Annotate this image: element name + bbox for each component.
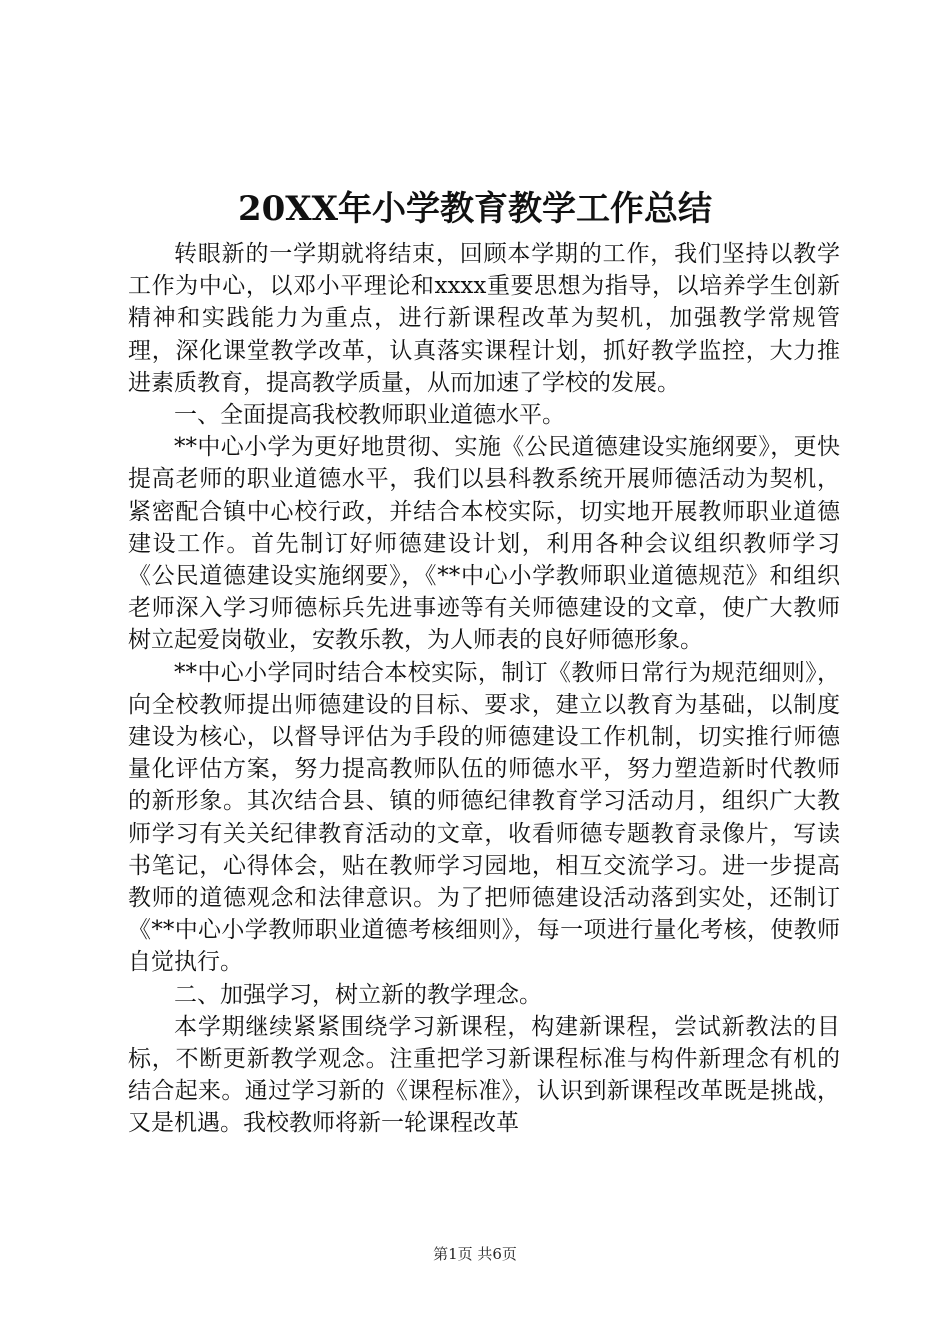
paragraph-section1-b: **中心小学同时结合本校实际，制订《教师日常行为规范细则》，向全校教师提出师德建设的目标、要求，建立以教育为基础，以制度建设为核心，以督导评估为手段的师德建设工作机制，切实推行师德量化评估方案，努力提高教师队伍的师德水平，努力塑造新时代教师的新形象。其次结合县、镇的师德纪律教育学习活动月，组织广大教师学习有关关纪律教育活动的文章，收看师德专题教育录像片，写读书笔记，心得体会，贴在教师学习园地，相互交流学习。进一步提高教师的道德观念和法律意识。为了把师德建设活动落到实处，还制订《**中心小学教师职业道德考核细则》，每一项进行量化考核，使教师自觉执行。 bbox=[128, 659, 840, 976]
document-body bbox=[128, 238, 840, 1140]
paragraph-section2-a: 本学期继续紧紧围绕学习新课程，构建新课程，尝试新教法的目标，不断更新教学观念。注重把学习新课程标准与构件新理念有机的结合起来。通过学习新的《课程标准》，认识到新课程改革既是挑战，又是机遇。我校教师将新一轮课程改革 bbox=[128, 1013, 840, 1137]
page-footer: 第1页 共6页 bbox=[433, 1245, 517, 1263]
page-title: 20XX年小学教育教学工作总结 bbox=[237, 189, 713, 229]
section-heading-2: 二、加强学习，树立新的教学理念。 bbox=[174, 981, 542, 1008]
paragraph-intro: 转眼新的一学期就将结束，回顾本学期的工作，我们坚持以教学工作为中心，以邓小平理论和xxxx重要思想为指导，以培养学生创新精神和实践能力为重点，进行新课程改革为契机，加强教学常规管理，深化课堂教学改革，认真落实课程计划，抓好教学监控，大力推进素质教育，提高教学质量，从而加速了学校的发展。 bbox=[128, 241, 840, 396]
paragraph-section1-a: **中心小学为更好地贯彻、实施《公民道德建设实施纲要》，更快提高老师的职业道德水平，我们以县科教系统开展师德活动为契机，紧密配合镇中心校行政，并结合本校实际，切实地开展教师职业道德建设工作。首先制订好师德建设计划，利用各种会议组织教师学习《公民道德建设实施纲要》，《**中心小学教师职业道德规范》和组织老师深入学习师德标兵先进事迹等有关师德建设的文章，使广大教师树立起爱岗敬业，安教乐教，为人师表的良好师德形象。 bbox=[128, 434, 840, 654]
section-heading-1: 一、全面提高我校教师职业道德水平。 bbox=[174, 402, 565, 429]
